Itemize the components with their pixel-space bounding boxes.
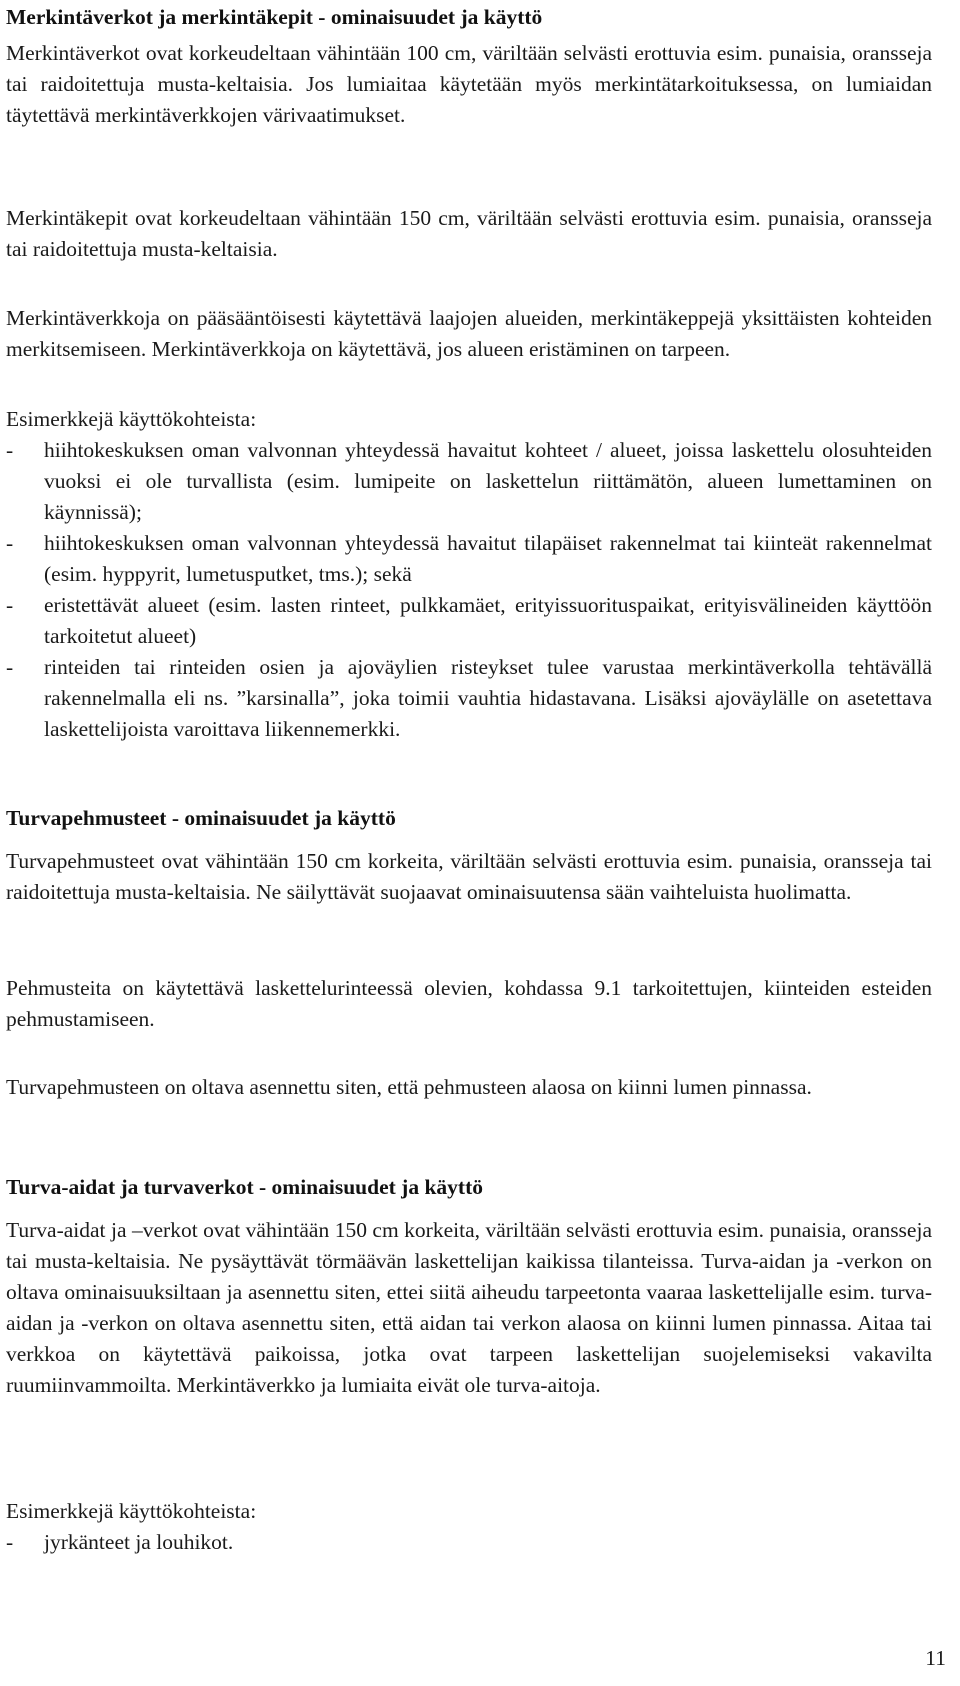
- list-item-text: rinteiden tai rinteiden osien ja ajoväylien risteykset tulee varustaa merkintäverkolla tehtävällä rakennelmalla eli ns. ”karsinalla”, joka toimii vauhtia hidastavana. Lisäksi ajoväylälle on asetettava laskettelijoista varoittava liikennemerkki.: [44, 655, 932, 741]
- list-item: [6, 435, 932, 528]
- section-heading-safety-padding: Turvapehmusteet - ominaisuudet ja käyttö: [6, 806, 396, 830]
- list-item-text: hiihtokeskuksen oman valvonnan yhteydessä havaitut kohteet / alueet, joissa laskettelu olosuhteiden vuoksi ei ole turvallista (esim. lumipeite on laskettelun riittämätön, alueen lumettaminen on käynnissä);: [44, 438, 932, 524]
- examples-block: [6, 404, 932, 745]
- list-dash: -: [6, 1530, 14, 1554]
- section-heading-marking-nets: Merkintäverkot ja merkintäkepit - ominaisuudet ja käyttö: [6, 5, 543, 29]
- examples-block-fences: [6, 1496, 932, 1558]
- section-heading-safety-fences: Turva-aidat ja turvaverkot - ominaisuudet ja käyttö: [6, 1175, 483, 1199]
- paragraph-padding-usage: Pehmusteita on käytettävä laskettelurinteessä olevien, kohdassa 9.1 tarkoitettujen, kiinteiden esteiden pehmustamiseen.: [6, 976, 932, 1031]
- examples-label: Esimerkkejä käyttökohteista:: [6, 1499, 257, 1523]
- list-item: [6, 1527, 932, 1558]
- paragraph-marking-poles-height: Merkintäkepit ovat korkeudeltaan vähintään 150 cm, väriltään selvästi erottuvia esim. punaisia, oransseja tai raidoitettuja musta-keltaisia.: [6, 206, 932, 261]
- paragraph-padding-installation: Turvapehmusteen on oltava asennettu siten, että pehmusteen alaosa on kiinni lumen pinnassa.: [6, 1075, 812, 1099]
- paragraph-fences-description: Turva-aidat ja –verkot ovat vähintään 150 cm korkeita, väriltään selvästi erottuvia esim. punaisia, oransseja tai musta-keltaisia. Ne pysäyttävät törmäävän laskettelijan kaikissa tilanteissa. Turva-aidan ja -verkon on oltava ominaisuuksiltaan ja asennettu siten, ettei siitä aiheudu tarpeetonta vaaraa laskettelijalle esim. turva-aidan ja -verkon on oltava asennettu siten, että aidan tai verkon alaosa on kiinni lumen pinnassa. Aitaa tai verkkoa on käytettävä paikoissa, jotka ovat tarpeen laskettelijan suojelemiseksi vakavilta ruumiinvammoilta. Merkintäverkko ja lumiaita eivät ole turva-aitoja.: [6, 1218, 932, 1397]
- list-item-text: jyrkänteet ja louhikot.: [44, 1530, 234, 1554]
- examples-list: [6, 435, 932, 745]
- page-number: 11: [925, 1646, 946, 1670]
- list-dash: -: [6, 531, 14, 555]
- list-item: [6, 590, 932, 652]
- list-item-text: eristettävät alueet (esim. lasten rinteet, pulkkamäet, erityissuorituspaikat, erityisvälineiden käyttöön tarkoitetut alueet): [44, 593, 932, 648]
- paragraph-marking-usage: Merkintäverkkoja on pääsääntöisesti käytettävä laajojen alueiden, merkintäkeppejä yksittäisten kohteiden merkitsemiseen. Merkintäverkkoja on käytettävä, jos alueen eristäminen on tarpeen.: [6, 306, 932, 361]
- paragraph-padding-height: Turvapehmusteet ovat vähintään 150 cm korkeita, väriltään selvästi erottuvia esim. punaisia, oransseja tai raidoitettuja musta-keltaisia. Ne säilyttävät suojaavat ominaisuutensa sään vaihteluista huolimatta.: [6, 849, 932, 904]
- list-item: [6, 528, 932, 590]
- list-dash: -: [6, 593, 14, 617]
- list-dash: -: [6, 655, 14, 679]
- list-item: [6, 652, 932, 745]
- paragraph-marking-nets-height: Merkintäverkot ovat korkeudeltaan vähintään 100 cm, väriltään selvästi erottuvia esim. punaisia, oransseja tai raidoitettuja musta-keltaisia. Jos lumiaitaa käytetään myös merkintätarkoituksessa, on lumiaidan täytettävä merkintäverkkojen värivaatimukset.: [6, 41, 932, 127]
- list-dash: -: [6, 438, 14, 462]
- list-item-text: hiihtokeskuksen oman valvonnan yhteydessä havaitut tilapäiset rakennelmat tai kiinteät rakennelmat (esim. hyppyrit, lumetusputket, tms.); sekä: [44, 531, 932, 586]
- examples-label: Esimerkkejä käyttökohteista:: [6, 407, 257, 431]
- examples-list: [6, 1527, 932, 1558]
